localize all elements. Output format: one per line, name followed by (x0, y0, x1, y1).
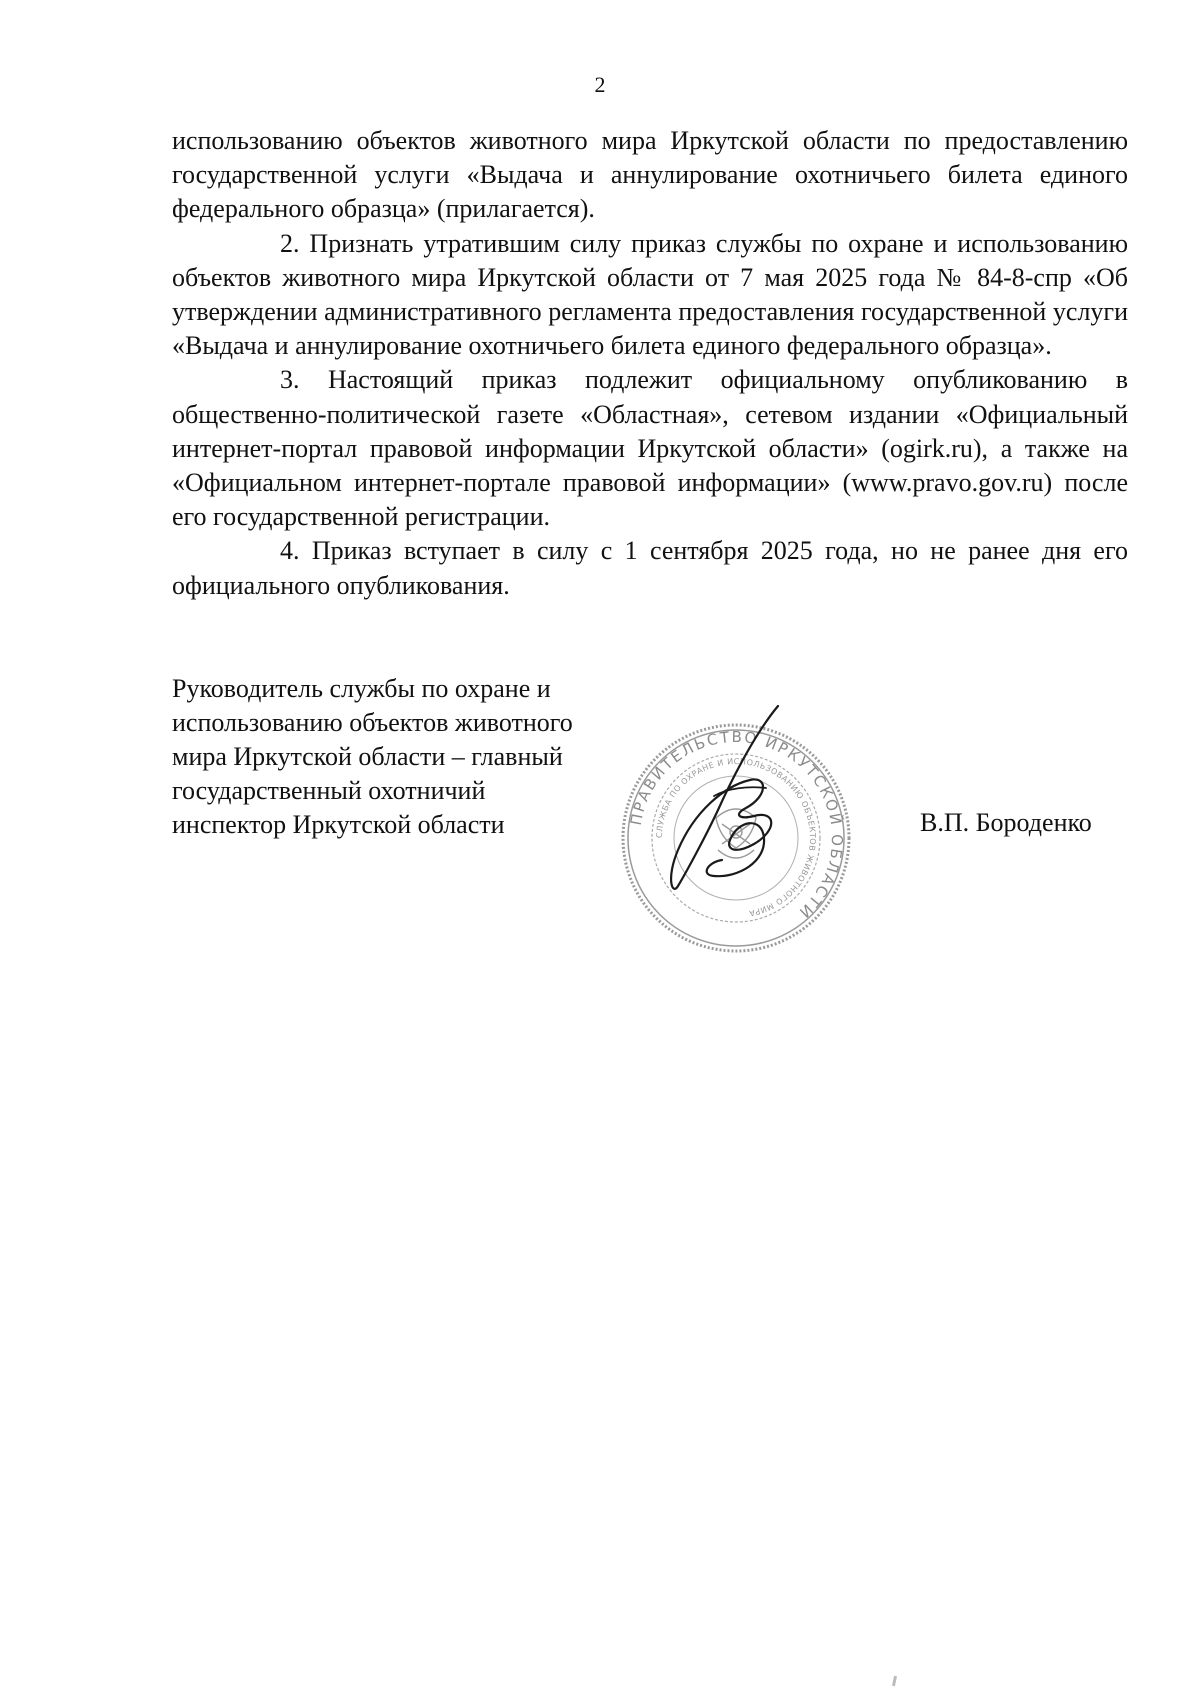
paragraph-1: использованию объектов животного мира Иркутской области по предоставлению государственной услуги «Выдача и аннулирование охотничьего билета единого федерального образца» (прилагается). (172, 126, 1128, 224)
signer-position-line: инспектор Иркутской области (172, 810, 505, 839)
paragraph-2: 2. Признать утратившим силу приказ службы по охране и использованию объектов животного мира Иркутской области от 7 мая 2025 года № 84-8-спр «Об утверждении административного регламента предоставления государственной услуги «Выдача и аннулирование охотничьего билета единого федерального образца». (172, 228, 1128, 361)
signer-position-line: использованию объектов животного (172, 708, 573, 737)
signer-position (172, 672, 692, 842)
page-number: 2 (594, 72, 606, 97)
signer-position-line: Руководитель службы по охране и (172, 674, 551, 703)
document-body (172, 124, 1128, 603)
signer-position-line: государственный охотничий (172, 776, 486, 805)
seal-inner-text: СЛУЖБА ПО ОХРАНЕ И ИСПОЛЬЗОВАНИЮ ОБЪЕКТОВ ЖИВОТНОГО МИРА (654, 756, 818, 918)
paragraph-4: 4. Приказ вступает в силу с 1 сентября 2025 года, но не ранее дня его официального опубликования. (172, 536, 1128, 600)
signer-position-line: мира Иркутской области – главный (172, 742, 563, 771)
handwritten-signature (638, 700, 818, 900)
signer-name: В.П. Бороденко (920, 808, 1092, 837)
seal-outer-text: ПРАВИТЕЛЬСТВО ИРКУТСКОЙ ОБЛАСТИ (626, 727, 847, 923)
paragraph-3: 3. Настоящий приказ подлежит официальному опубликованию в общественно-политической газете «Областная», сетевом издании «Официальный интернет-портал правовой информации Иркутской области» (ogirk.ru), а также на «Официальном интернет-портале правовой информации» (www.pravo.gov.ru) после его государственной регистрации. (172, 365, 1128, 532)
scan-artifact (892, 1676, 897, 1686)
